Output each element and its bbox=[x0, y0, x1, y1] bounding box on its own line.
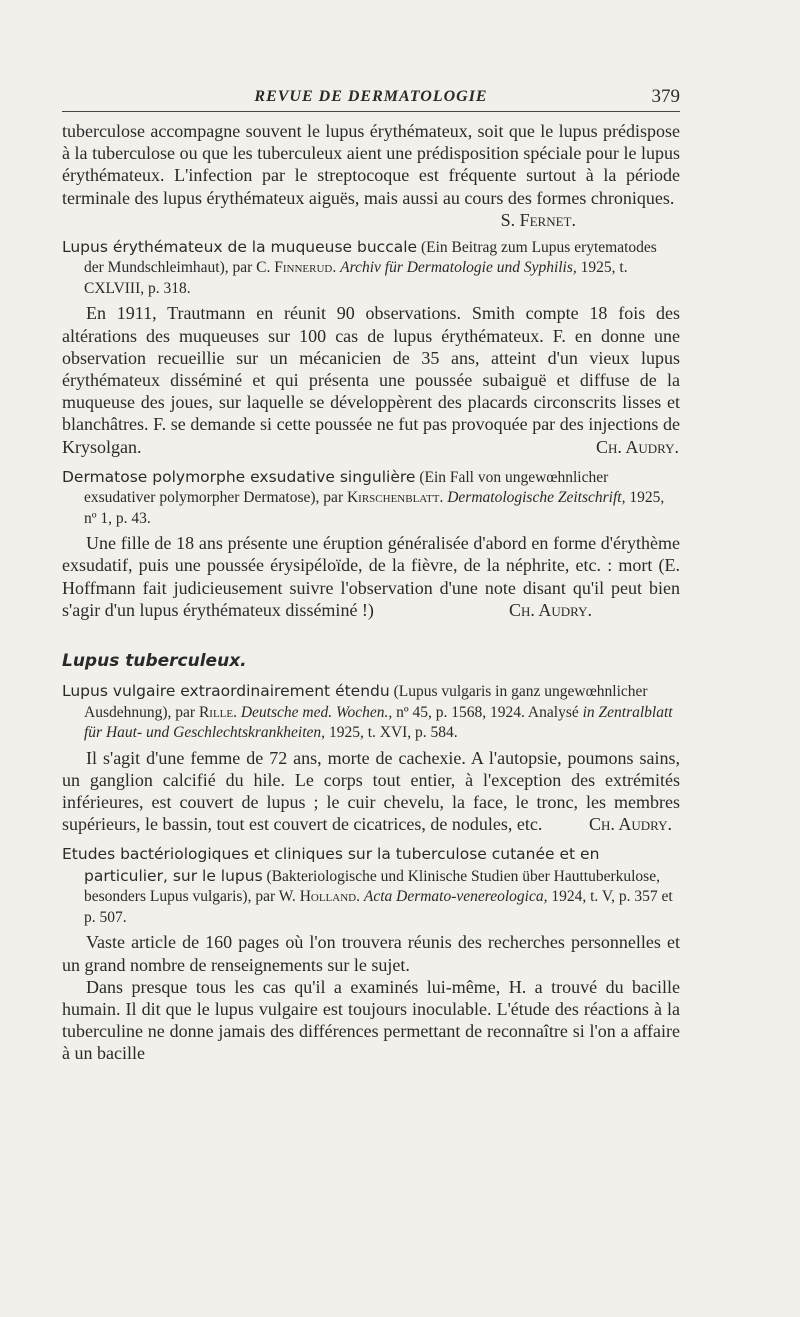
entry-paragraph: Dans presque tous les cas qu'il a examinés lui-même, H. a trouvé du bacille humain. Il dit que le lupus vulgaire est toujours inoculable. L'étude des réactions à la tuberculine ne donne jamais des différences permettant de reconnaître si l'on a affaire à un bacille bbox=[62, 976, 680, 1064]
ref-journal: Deutsche med. Wochen., bbox=[240, 703, 393, 721]
abstract-entry bbox=[62, 237, 680, 458]
abstract-entry bbox=[62, 467, 680, 621]
entry-reference bbox=[62, 467, 680, 530]
signature-text: Ch. Audry. bbox=[508, 600, 592, 621]
running-title: REVUE DE DERMATOLOGIE bbox=[254, 88, 488, 105]
ref-tail: 1924, t. V, p. 357 et p. 507. bbox=[84, 888, 673, 926]
intro-signature bbox=[62, 209, 680, 231]
entry-title: Lupus érythémateux de la muqueuse buccale bbox=[62, 237, 418, 256]
page-header bbox=[62, 84, 680, 108]
entry-signature bbox=[62, 436, 680, 458]
entry-title: Lupus vulgaire extraordinairement étendu bbox=[62, 682, 390, 701]
entry-paragraph: Il s'agit d'une femme de 72 ans, morte de cachexie. A l'autopsie, poumons sains, un ganglion calcifié du hile. Le corps tout entier, à l'exception des extrémités inférieures, est couvert de lupus ; le cuir chevelu, la face, le tronc, les membres supérieurs, le bassin, tout est couvert de cicatrices, de nodules, etc. bbox=[62, 747, 680, 835]
ref-author: Kirschenblatt. bbox=[346, 489, 444, 507]
ref-plain: (Ein Beitrag zum Lupus erytematodes der Mundschleimhaut), par C. bbox=[84, 238, 657, 277]
ref-tail: 1925, t. XVI, p. 584. bbox=[328, 724, 458, 742]
ref-journal: Dermatologische Zeitschrift, bbox=[447, 489, 626, 507]
ref-author: Rille. bbox=[198, 703, 237, 721]
ref-journal: Acta Dermato-venereologica, bbox=[363, 888, 548, 906]
ref-tail: 1925, t. CXLVIII, p. 318. bbox=[84, 259, 628, 297]
entry-reference bbox=[62, 681, 680, 744]
ref-journal-2: in Zentralblatt für Haut- und Geschlechtskrankheiten, bbox=[84, 703, 673, 742]
ref-plain: (Lupus vulgaris in ganz ungewœhnlicher Ausdehnung), par bbox=[84, 683, 648, 721]
ref-mid: nº 45, p. 1568, 1924. Analysé bbox=[396, 703, 579, 721]
ref-tail: 1925, nº 1, p. 43. bbox=[84, 489, 665, 527]
entry-reference bbox=[62, 237, 680, 300]
ref-plain: (Bakteriologische und Klinische Studien über Hauttuberkulose, besonders Lupus vulgaris), par W. bbox=[84, 867, 660, 906]
abstract-entry bbox=[62, 681, 680, 835]
entry-reference bbox=[62, 844, 680, 928]
ref-author: Finnerud. bbox=[274, 259, 337, 277]
ref-plain: (Ein Fall von ungewœhnlicher exsudativer polymorpher Dermatose), par bbox=[84, 468, 609, 507]
ref-journal: Archiv für Dermatologie und Syphilis, bbox=[340, 259, 577, 277]
abstract-entry bbox=[62, 844, 680, 1064]
signature-text: Ch. Audry. bbox=[588, 814, 672, 835]
signature-text: Ch. Audry. bbox=[595, 436, 679, 457]
ref-author: Holland. bbox=[299, 888, 360, 906]
entry-paragraph: En 1911, Trautmann en réunit 90 observations. Smith compte 18 fois des altérations des muqueuses sur 100 cas de lupus érythémateux. F. en donne une observation recueillie sur un mécanicien de 35 ans, atteint d'un vieux lupus érythémateux disséminé et qui présenta une poussée subaiguë et diffuse de la muqueuse des joues, sur laquelle se développèrent des placards circonscrits lisses et blanchâtres. F. se demande si cette poussée ne fut pas provoquée par des injections de Krysolgan. bbox=[62, 303, 680, 457]
page bbox=[62, 84, 680, 1065]
entry-paragraph: Vaste article de 160 pages où l'on trouvera réunis des recherches personnelles et un grand nombre de renseignements sur le sujet. bbox=[62, 932, 680, 975]
signature-text: S. Fernet. bbox=[500, 209, 576, 230]
section-title: Lupus tuberculeux. bbox=[62, 651, 247, 672]
entry-title: Etudes bactériologiques et cliniques sur la tuberculose cutanée et en particulier, sur le lupus bbox=[62, 845, 600, 885]
intro-paragraph: tuberculose accompagne souvent le lupus érythémateux, soit que le lupus prédispose à la tuberculose ou que les tuberculeux aient une prédisposition spéciale pour le lupus érythémateux. L'infection par le streptocoque est fréquente surtout à la période terminale des lupus érythémateux aiguës, mais aussi au cours des formes chroniques. bbox=[62, 121, 680, 208]
page-number: 379 bbox=[651, 86, 680, 107]
entry-paragraph: Une fille de 18 ans présente une éruption généralisée d'abord en forme d'érythème exsudatif, puis une poussée érysipéloïde, de la fièvre, de la néphrite, etc. : mort (E. Hoffmann fait judicieusement suivre l'observation d'une note disant qu'il peut bien s'agir d'un lupus érythémateux disséminé !) bbox=[62, 533, 680, 620]
entry-title: Dermatose polymorphe exsudative singulière bbox=[62, 467, 416, 486]
header-rule bbox=[62, 111, 680, 112]
